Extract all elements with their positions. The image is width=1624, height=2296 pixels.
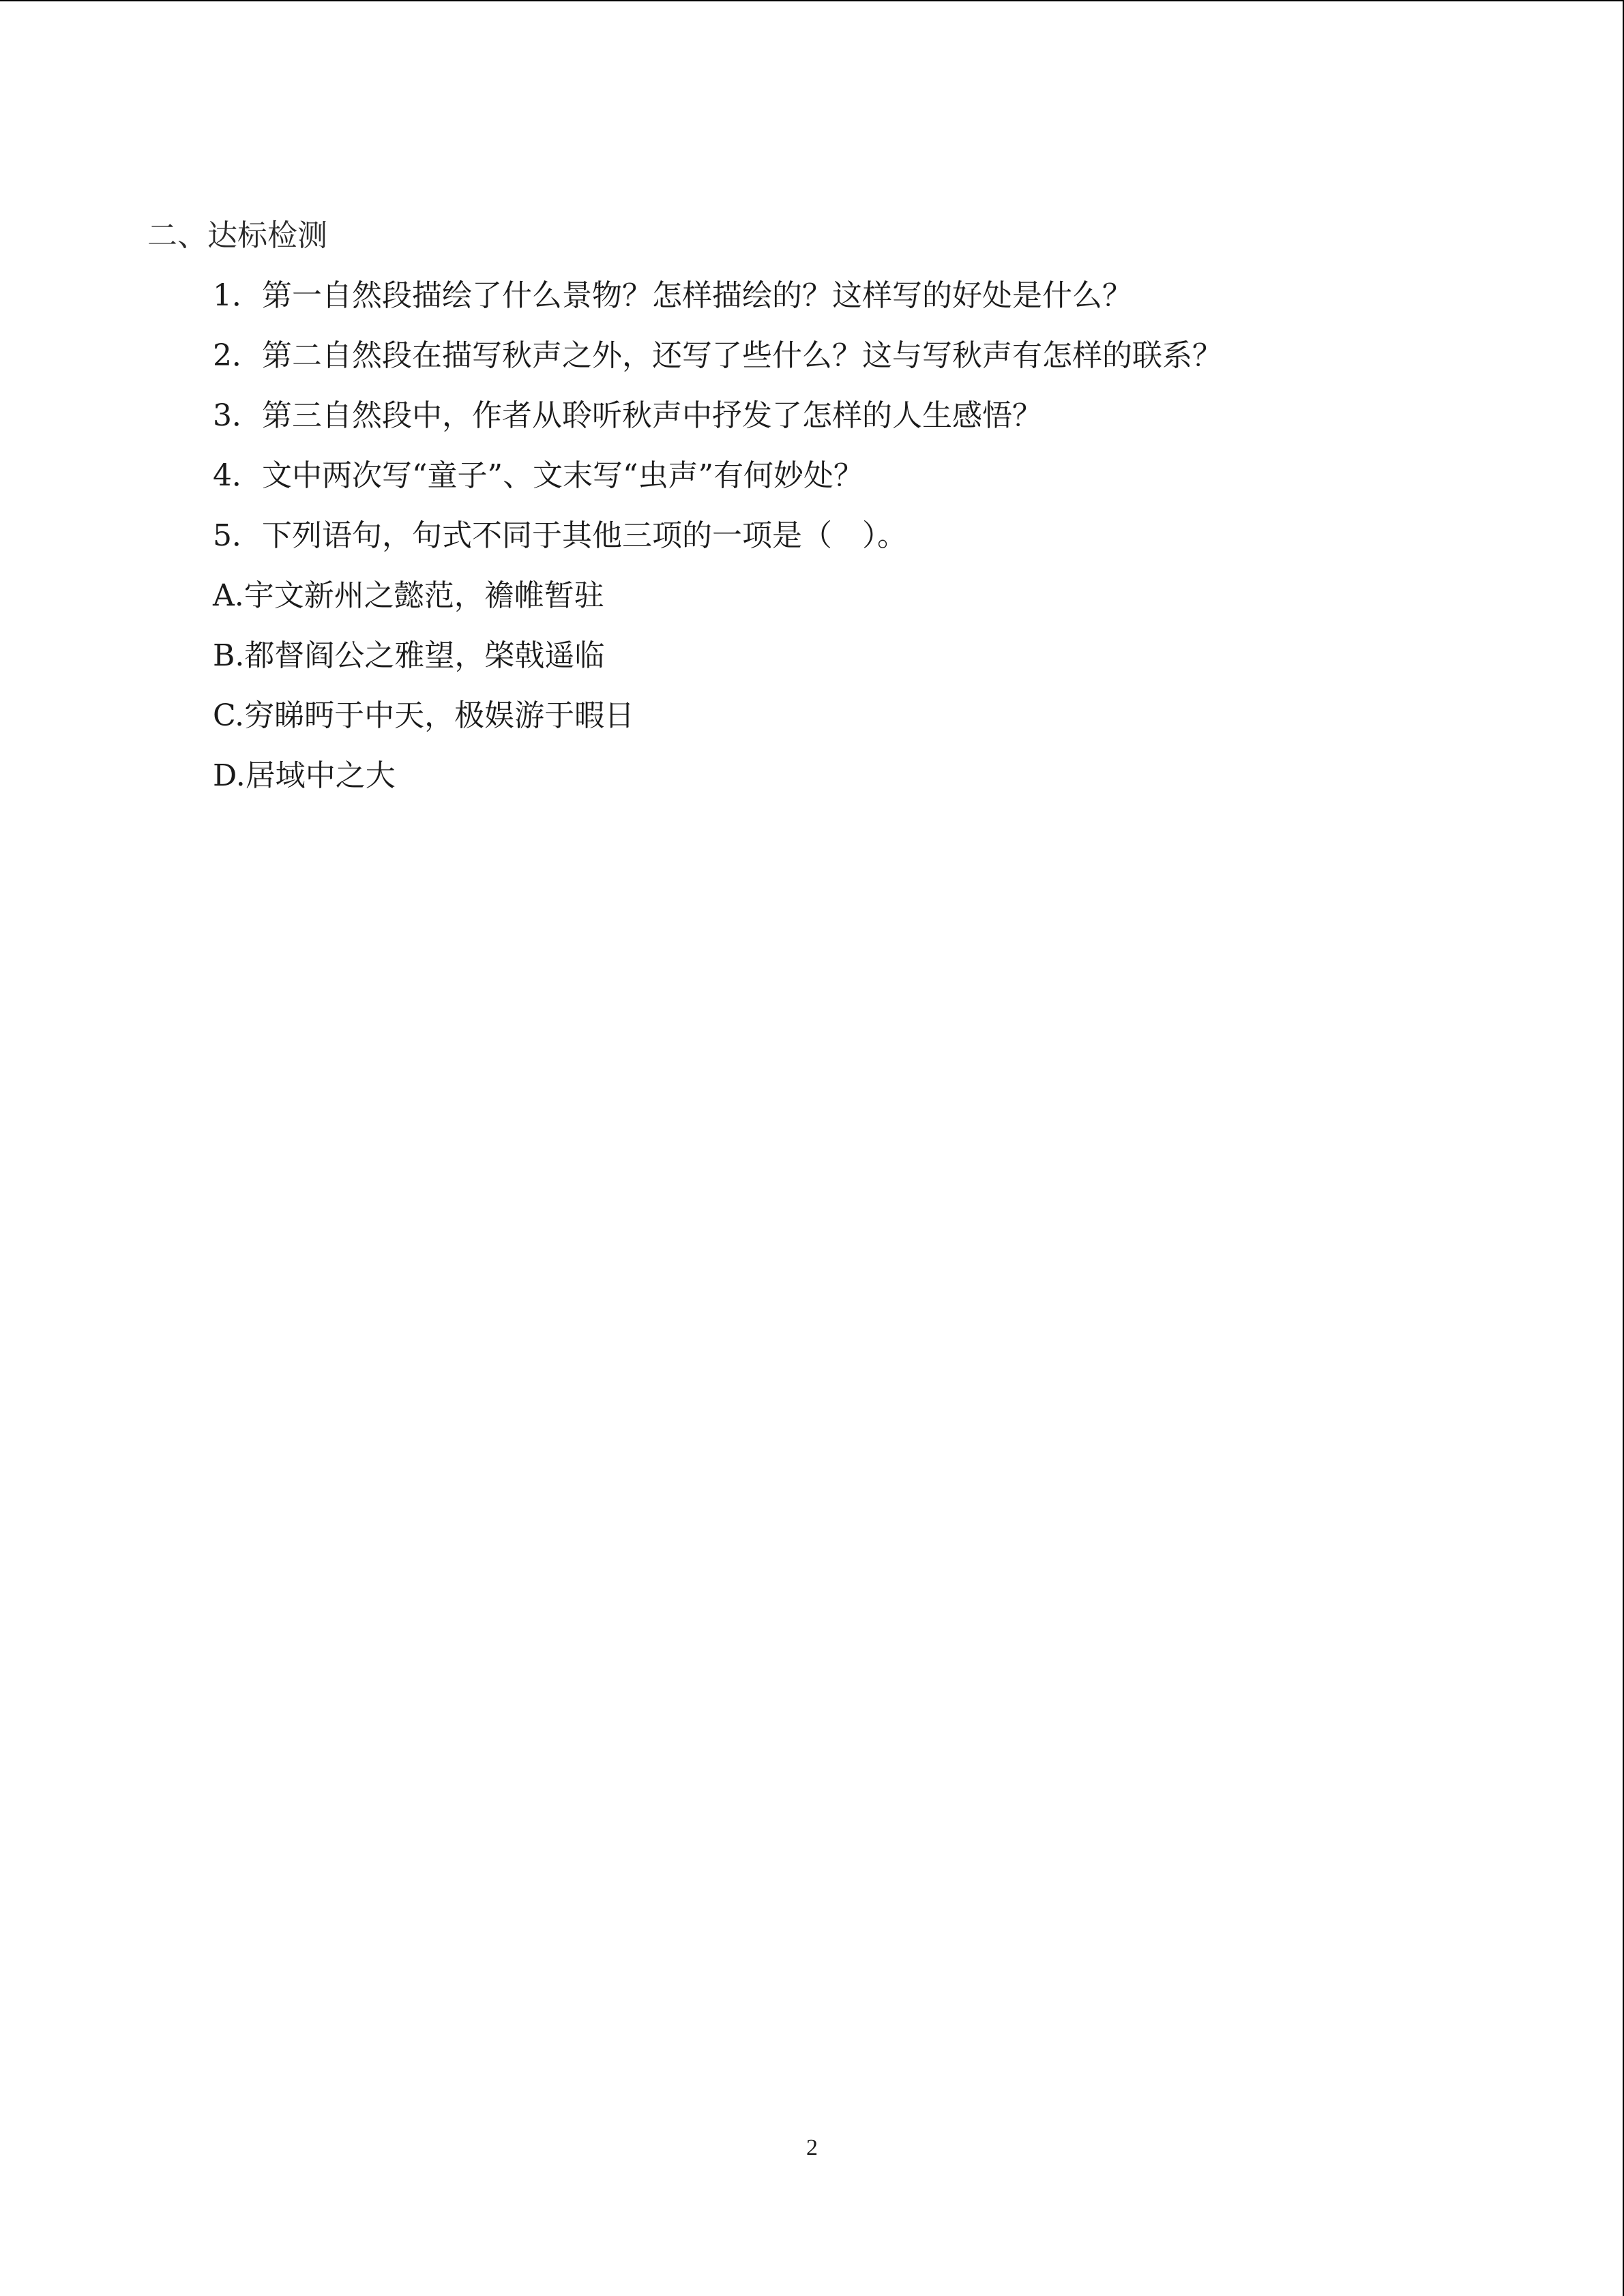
- option-a: A.宇文新州之懿范，襜帷暂驻: [213, 578, 604, 613]
- question-4: 4．文中两次写“童子”、文末写“虫声”有何妙处？: [213, 458, 863, 493]
- question-3: 3．第三自然段中，作者从聆听秋声中抒发了怎样的人生感悟？: [213, 398, 1042, 433]
- option-c: C.穷睇眄于中天，极娱游于暇日: [213, 698, 635, 733]
- question-5: 5．下列语句，句式不同于其他三项的一项是（ ）。: [213, 518, 907, 553]
- option-d: D.居域中之大: [213, 758, 396, 793]
- question-2: 2．第二自然段在描写秋声之外，还写了些什么？这与写秋声有怎样的联系？: [213, 338, 1222, 373]
- question-1: 1．第一自然段描绘了什么景物？怎样描绘的？这样写的好处是什么？: [213, 278, 1132, 313]
- page-number: 2: [806, 2135, 818, 2160]
- option-b: B.都督阎公之雅望，棨戟遥临: [213, 638, 605, 673]
- section-heading: 二、达标检测: [147, 218, 327, 253]
